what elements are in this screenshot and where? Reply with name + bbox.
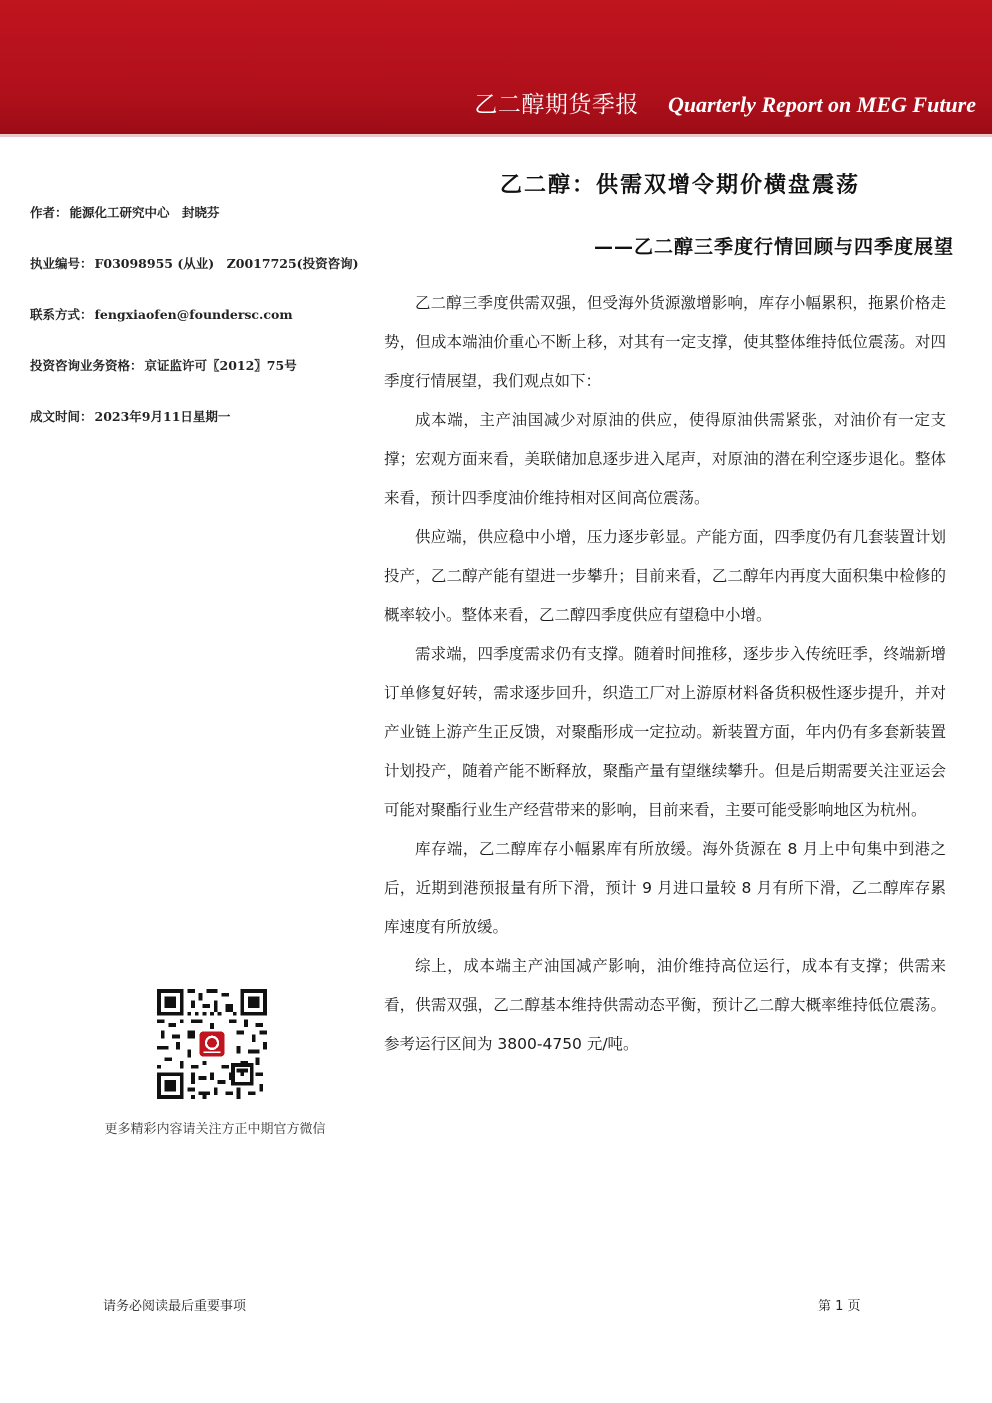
report-type-en: Quarterly Report on MEG Future — [667, 92, 976, 117]
meta-label: 成文时间： — [30, 409, 93, 424]
meta-value: 能源化工研究中心 封晓芬 — [69, 205, 220, 220]
qr-caption: 更多精彩内容请关注方正中期官方微信 — [104, 1122, 326, 1137]
meta-label: 联系方式： — [30, 307, 93, 322]
banner-divider — [0, 134, 992, 137]
meta-author — [30, 205, 360, 256]
meta-value-email[interactable]: fengxiaofen@foundersc.com — [94, 307, 293, 322]
meta-value: 京证监许可〖2012〗75号 — [144, 358, 297, 373]
paragraph-conclusion: 综上，成本端主产油国减产影响，油价维持高位运行，成本有支撑；供需来看，供需双强，乙二醇基本维持供需动态平衡，预计乙二醇大概率维持低位震荡。参考运行区间为 3800-4750 元/吨。 — [384, 957, 946, 1053]
article-subtitle: ——乙二醇三季度行情回顾与四季度展望 — [593, 236, 954, 258]
meta-date — [30, 409, 360, 460]
meta-label: 执业编号： — [30, 256, 93, 271]
meta-label: 作者： — [30, 205, 68, 220]
meta-qualification — [30, 358, 360, 409]
footer-notice: 请务必阅读最后重要事项 — [103, 1299, 247, 1314]
meta-contact — [30, 307, 360, 358]
report-type-cn: 乙二醇期货季报 — [474, 92, 639, 118]
meta-license-number — [30, 256, 360, 307]
page-number: 第 1 页 — [818, 1299, 861, 1314]
paragraph-summary: 乙二醇三季度供需双强，但受海外货源激增影响，库存小幅累积，拖累价格走势，但成本端油价重心不断上移，对其有一定支撑，使其整体维持低位震荡。对四季度行情展望，我们观点如下： — [384, 294, 946, 390]
article-body — [384, 168, 954, 1064]
wechat-qr-code-icon — [157, 989, 267, 1099]
paragraph-demand: 需求端，四季度需求仍有支撑。随着时间推移，逐步步入传统旺季，终端新增订单修复好转，需求逐步回升，织造工厂对上游原材料备货积极性逐步提升，并对产业链上游产生正反馈，对聚酯形成一定拉动。新装置方面，年内仍有多套新装置计划投产，随着产能不断释放，聚酯产量有望继续攀升。但是后期需要关注亚运会可能对聚酯行业生产经营带来的影响，目前来看，主要可能受影响地区为杭州。 — [384, 645, 946, 819]
meta-label: 投资咨询业务资格： — [30, 358, 143, 373]
header-banner — [0, 0, 992, 134]
paragraph-supply: 供应端，供应稳中小增，压力逐步彰显。产能方面，四季度仍有几套装置计划投产，乙二醇产能有望进一步攀升；目前来看，乙二醇年内再度大面积集中检修的概率较小。整体来看，乙二醇四季度供应有望稳中小增。 — [384, 528, 946, 624]
meta-value: 2023年9月11日星期一 — [94, 409, 231, 424]
report-header-title — [474, 86, 976, 119]
meta-value: F03098955 (从业) Z0017725(投资咨询) — [94, 256, 359, 271]
article-paragraphs — [384, 284, 946, 1064]
paragraph-inventory: 库存端，乙二醇库存小幅累库有所放缓。海外货源在 8 月上中旬集中到港之后，近期到港预报量有所下滑，预计 9 月进口量较 8 月有所下滑，乙二醇库存累库速度有所放缓。 — [384, 840, 946, 936]
article-title: 乙二醇：供需双增令期价横盘震荡 — [499, 173, 860, 198]
author-info-sidebar — [30, 205, 360, 460]
paragraph-cost: 成本端，主产油国减少对原油的供应，使得原油供需紧张，对油价有一定支撑；宏观方面来看，美联储加息逐步进入尾声，对原油的潜在利空逐步退化。整体来看，预计四季度油价维持相对区间高位震荡。 — [384, 411, 946, 507]
